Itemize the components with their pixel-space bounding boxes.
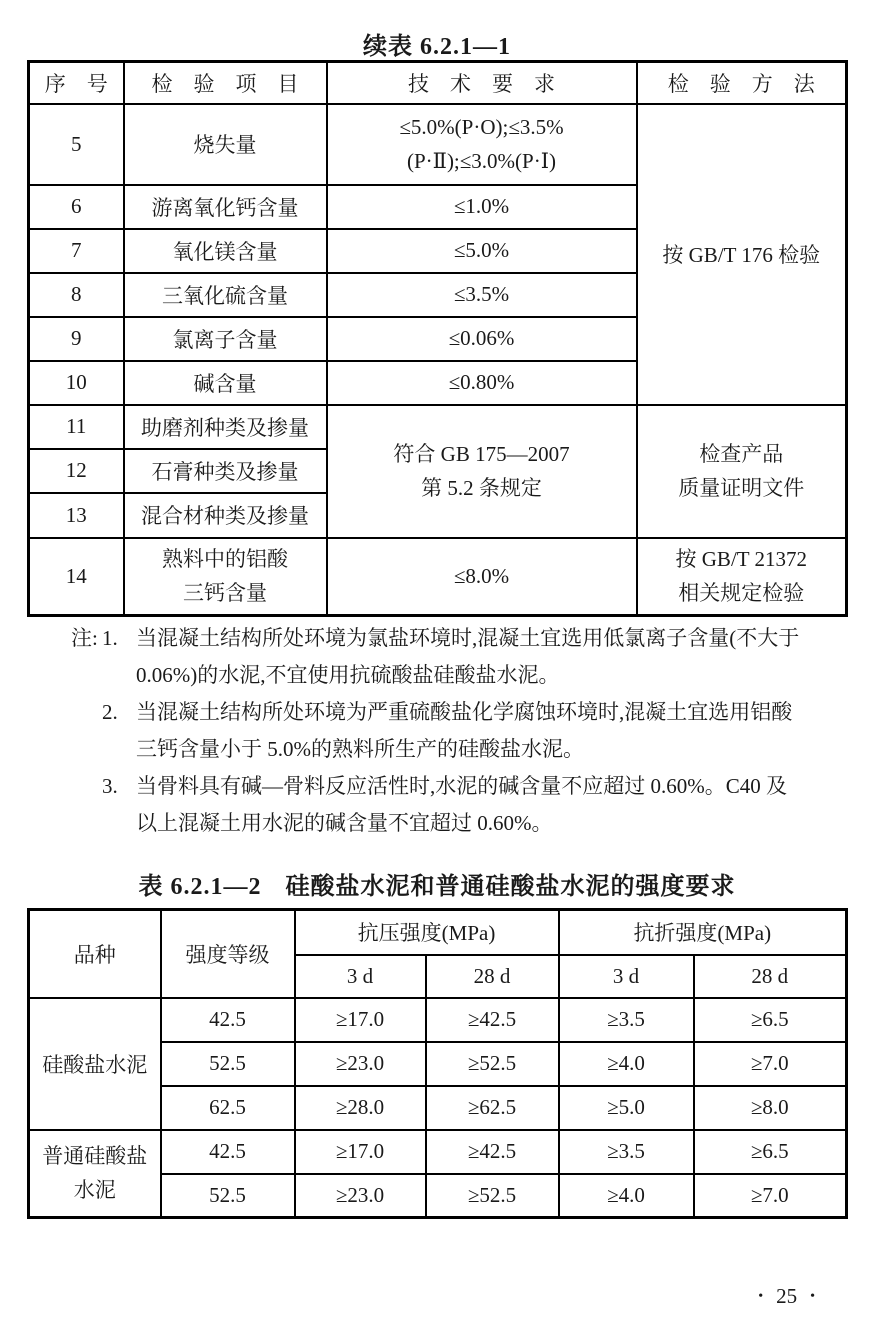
cell-item: 烧失量 <box>124 104 327 185</box>
cell-no: 10 <box>29 361 124 405</box>
page-number-dot: • <box>758 1289 764 1304</box>
column-header-grade: 强度等级 <box>161 910 295 998</box>
subheader-28d: 28 d <box>426 955 559 998</box>
cell-no: 6 <box>29 185 124 229</box>
cell-requirement-merged <box>327 405 637 538</box>
cell-variety-merged: 硅酸盐水泥 <box>29 998 161 1130</box>
requirement-line: 第 5.2 条规定 <box>421 476 542 500</box>
cell-item: 三氧化硫含量 <box>124 273 327 317</box>
table-row <box>29 998 847 1042</box>
cell-method-merged <box>637 405 847 538</box>
cell-grade: 52.5 <box>161 1174 295 1218</box>
cell-item: 石膏种类及掺量 <box>124 449 327 493</box>
cell-no: 7 <box>29 229 124 273</box>
method-line: 相关规定检验 <box>678 581 805 606</box>
column-header-compressive: 抗压强度(MPa) <box>295 910 559 955</box>
cell-value: ≥52.5 <box>426 1174 559 1218</box>
cell-no: 5 <box>29 104 124 185</box>
variety-line: 水泥 <box>73 1178 116 1203</box>
table1-title: 续表 6.2.1—1 <box>363 34 511 60</box>
variety-line: 普通硅酸盐 <box>42 1144 148 1169</box>
cell-value: ≥62.5 <box>426 1086 559 1130</box>
note-text: 当混凝土结构所处环境为严重硫酸盐化学腐蚀环境时,混凝土宜选用铝酸 三钙含量小于 5.0%的熟料所生产的硅酸盐水泥。 <box>136 700 793 761</box>
cell-value: ≥42.5 <box>426 1130 559 1174</box>
cell-grade: 62.5 <box>161 1086 295 1130</box>
cell-value: ≥3.5 <box>559 998 694 1042</box>
page-number-value: 25 <box>776 1284 798 1308</box>
cell-item: 碱含量 <box>124 361 327 405</box>
note-number: 2. <box>102 700 118 724</box>
cell-requirement: ≤1.0% <box>327 185 637 229</box>
cell-value: ≥42.5 <box>426 998 559 1042</box>
note-item <box>71 694 799 768</box>
note-number: 3. <box>102 774 118 798</box>
table-header-row <box>29 910 847 955</box>
page-number-dot: • <box>810 1289 815 1304</box>
cell-item <box>124 538 327 616</box>
cell-no: 8 <box>29 273 124 317</box>
cell-no: 11 <box>29 405 124 449</box>
cell-item: 氧化镁含量 <box>124 229 327 273</box>
column-header-item: 检 验 项 目 <box>124 62 327 104</box>
table-row <box>29 405 847 449</box>
cell-item: 混合材种类及掺量 <box>124 493 327 538</box>
cell-requirement: ≤3.5% <box>327 273 637 317</box>
inspection-items-table <box>27 60 848 617</box>
cell-value: ≥6.5 <box>694 998 847 1042</box>
cell-item: 助磨剂种类及掺量 <box>124 405 327 449</box>
table-row <box>29 538 847 616</box>
item-line: 三钙含量 <box>183 581 267 606</box>
table2-title-text: 硅酸盐水泥和普通硅酸盐水泥的强度要求 <box>285 874 736 900</box>
page-number <box>745 1284 828 1309</box>
cell-no: 13 <box>29 493 124 538</box>
note-text: 当混凝土结构所处环境为氯盐环境时,混凝土宜选用低氯离子含量(不大于 0.06%)的水泥,不宜使用抗硫酸盐硅酸盐水泥。 <box>136 626 800 687</box>
cell-method-merged: 按 GB/T 176 检验 <box>637 104 847 405</box>
table2-title <box>0 866 874 901</box>
cell-value: ≥8.0 <box>694 1086 847 1130</box>
cell-no: 9 <box>29 317 124 361</box>
cell-value: ≥17.0 <box>295 998 426 1042</box>
cell-value: ≥52.5 <box>426 1042 559 1086</box>
cell-no: 14 <box>29 538 124 616</box>
note-item <box>71 768 799 842</box>
cell-value: ≥4.0 <box>559 1042 694 1086</box>
cell-value: ≥17.0 <box>295 1130 426 1174</box>
cell-requirement: ≤5.0% <box>327 229 637 273</box>
cell-value: ≥6.5 <box>694 1130 847 1174</box>
cell-value: ≥23.0 <box>295 1042 426 1086</box>
requirement-line: (P·Ⅱ);≤3.0%(P·Ⅰ) <box>407 149 556 173</box>
cell-grade: 42.5 <box>161 998 295 1042</box>
method-line: 按 GB/T 21372 <box>675 547 807 572</box>
method-line: 质量证明文件 <box>678 476 805 500</box>
strength-requirements-table <box>27 908 848 1219</box>
cell-value: ≥5.0 <box>559 1086 694 1130</box>
table2-title-label: 表 6.2.1—2 <box>138 874 262 900</box>
method-line: 检查产品 <box>699 442 784 466</box>
column-header-no: 序 号 <box>29 62 124 104</box>
column-header-flexural: 抗折强度(MPa) <box>559 910 847 955</box>
note-text: 当骨料具有碱—骨料反应活性时,水泥的碱含量不应超过 0.60%。C40 及 以上混凝土用水泥的碱含量不宜超过 0.60%。 <box>136 774 787 835</box>
cell-grade: 52.5 <box>161 1042 295 1086</box>
table-row <box>29 104 847 185</box>
cell-requirement: ≤8.0% <box>327 538 637 616</box>
notes-section <box>71 620 799 842</box>
item-line: 熟料中的铝酸 <box>162 547 288 572</box>
subheader-3d: 3 d <box>295 955 426 998</box>
cell-value: ≥23.0 <box>295 1174 426 1218</box>
column-header-variety: 品种 <box>29 910 161 998</box>
cell-value: ≥3.5 <box>559 1130 694 1174</box>
cell-no: 12 <box>29 449 124 493</box>
cell-item: 游离氧化钙含量 <box>124 185 327 229</box>
requirement-line: ≤5.0%(P·O);≤3.5% <box>399 115 564 139</box>
cell-variety-merged <box>29 1130 161 1218</box>
note-number: 1. <box>102 626 118 650</box>
cell-item: 氯离子含量 <box>124 317 327 361</box>
column-header-method: 检 验 方 法 <box>637 62 847 104</box>
cell-grade: 42.5 <box>161 1130 295 1174</box>
table-header-row <box>29 62 847 104</box>
cell-requirement <box>327 104 637 185</box>
cell-value: ≥28.0 <box>295 1086 426 1130</box>
note-item <box>71 620 799 694</box>
cell-method <box>637 538 847 616</box>
cell-value: ≥7.0 <box>694 1174 847 1218</box>
notes-label: 注: <box>71 626 98 650</box>
subheader-3d: 3 d <box>559 955 694 998</box>
requirement-line: 符合 GB 175—2007 <box>393 442 570 466</box>
cell-requirement: ≤0.06% <box>327 317 637 361</box>
column-header-requirement: 技 术 要 求 <box>327 62 637 104</box>
cell-value: ≥4.0 <box>559 1174 694 1218</box>
cell-value: ≥7.0 <box>694 1042 847 1086</box>
cell-requirement: ≤0.80% <box>327 361 637 405</box>
table-row <box>29 1130 847 1174</box>
subheader-28d: 28 d <box>694 955 847 998</box>
